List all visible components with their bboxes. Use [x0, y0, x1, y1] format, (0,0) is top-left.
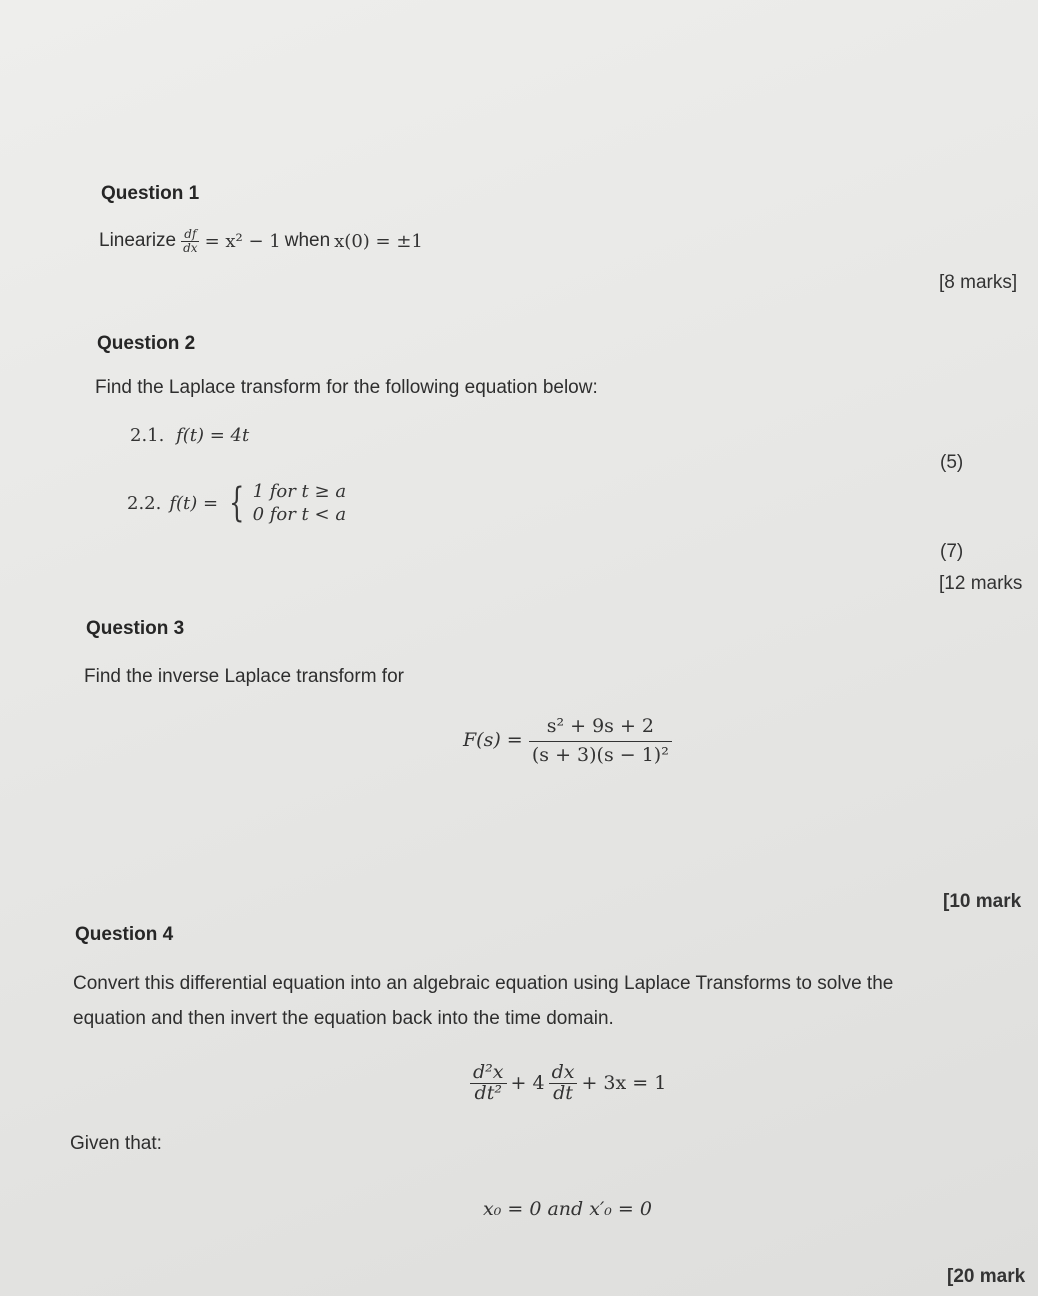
question-4-line-2: equation and then invert the equation back into the time domain. [73, 1008, 614, 1029]
numerator: s² + 9s + 2 [529, 715, 672, 742]
item-2-1-expression: f(t) = 4t [176, 425, 250, 446]
question-3-heading: Question 3 [86, 618, 185, 639]
question-3-equation [463, 715, 672, 766]
question-2-1-marks: (5) [940, 452, 964, 473]
linearize-label: Linearize [99, 230, 177, 252]
second-derivative-fraction: $\frac{\text{d²x}}{\text{dt²}}$ [470, 1063, 507, 1104]
denominator: (s + 3)(s − 1)² [531, 743, 669, 766]
case-2: 0 for t < a [252, 504, 347, 526]
piecewise-cases [253, 480, 347, 527]
item-2-2-lhs: f(t) = [169, 492, 219, 514]
question-1-statement [99, 228, 423, 254]
question-4-heading: Question 4 [75, 924, 174, 945]
case-1: 1 for t ≥ a [252, 481, 347, 502]
F-of-s-lhs: F(s) = [463, 729, 523, 752]
initial-conditions: x₀ = 0 and x′₀ = 0 [483, 1198, 652, 1220]
question-4-line-1: Convert this differential equation into an algebraic equation using Laplace Transforms to solve the [73, 973, 894, 994]
question-2-heading: Question 2 [97, 333, 196, 354]
item-2-1-number: 2.1. [130, 425, 165, 446]
question-1-marks: [8 marks] [939, 272, 1018, 293]
df-dx-fraction: $\frac{df}{dx}$ [183, 227, 198, 255]
question-1-heading: Question 1 [101, 183, 200, 204]
given-label: Given that: [70, 1133, 162, 1154]
question-4-marks: [20 mark [947, 1266, 1026, 1287]
question-2-instruction: Find the Laplace transform for the following equation below: [95, 377, 598, 398]
question-2-1 [130, 425, 249, 446]
piecewise-brace: { [229, 480, 245, 527]
question-2-total-marks: [12 marks [939, 573, 1023, 594]
question-3-instruction: Find the inverse Laplace transform for [84, 666, 404, 687]
transfer-function-fraction [529, 715, 672, 766]
question-2-2 [127, 480, 346, 527]
q1-condition: x(0) = ±1 [334, 230, 423, 252]
question-3-marks: [10 mark [943, 891, 1022, 912]
first-derivative-fraction: $\frac{dx}{dt}$ [549, 1063, 578, 1104]
item-2-2-number: 2.2. [127, 492, 162, 514]
question-4-equation [470, 1063, 666, 1104]
when-label: when [284, 230, 331, 252]
question-2-2-marks: (7) [940, 541, 964, 562]
equation-rest: + 3x = 1 [581, 1072, 667, 1095]
plus-four: + 4 [510, 1072, 545, 1095]
q1-expression: = x² − 1 [204, 230, 281, 252]
